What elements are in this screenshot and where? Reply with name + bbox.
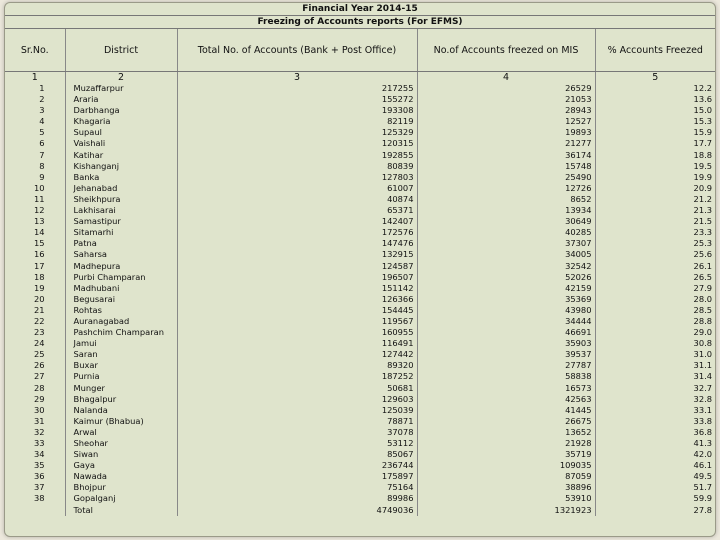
row-freezed-accounts: 46691	[417, 327, 595, 338]
row-percent-freezed: 19.9	[693, 171, 713, 182]
row-district: Sheohar	[65, 438, 177, 449]
row-total-accounts: 89320	[177, 360, 417, 371]
row-district: Samastipur	[65, 216, 177, 227]
table-row	[5, 216, 715, 227]
row-sr-no: 25	[5, 349, 65, 360]
row-total-accounts: 193308	[177, 105, 417, 116]
table-row	[5, 371, 715, 382]
col-number: 5	[652, 72, 659, 83]
row-freezed-accounts: 19893	[417, 127, 595, 138]
table-row	[5, 272, 715, 283]
row-freezed-accounts: 40285	[417, 227, 595, 238]
row-total-accounts: 192855	[177, 150, 417, 161]
table-row	[5, 416, 715, 427]
table-row	[5, 338, 715, 349]
row-district: Patna	[65, 238, 177, 249]
title-financial-year: Financial Year 2014-15	[5, 3, 715, 16]
row-district: Vaishali	[65, 138, 177, 149]
table-row	[5, 205, 715, 216]
row-district: Madhubani	[65, 283, 177, 294]
row-percent-freezed: 33.1	[693, 404, 713, 415]
row-percent-freezed: 41.3	[693, 438, 713, 448]
spreadsheet	[4, 2, 716, 537]
row-sr-no: 9	[5, 172, 65, 183]
row-percent-freezed: 30.8	[693, 338, 713, 349]
row-freezed-accounts: 21928	[417, 438, 595, 449]
row-percent-freezed: 32.8	[693, 393, 713, 404]
title-report: Freezing of Accounts reports (For EFMS)	[5, 16, 715, 29]
row-freezed-accounts: 16573	[417, 383, 595, 394]
table-row	[5, 405, 715, 416]
row-percent-freezed: 49.5	[693, 471, 713, 482]
row-sr-no: 13	[5, 216, 65, 227]
row-sr-no: 38	[5, 493, 65, 504]
table-row	[5, 183, 715, 194]
row-freezed-accounts: 37307	[417, 238, 595, 249]
row-percent-freezed: 25.3	[693, 238, 713, 249]
row-sr-no: 33	[5, 438, 65, 449]
row-total-accounts: 124587	[177, 261, 417, 272]
row-district: Gopalganj	[65, 493, 177, 504]
row-freezed-accounts: 34444	[417, 316, 595, 327]
row-freezed-accounts: 21053	[417, 94, 595, 105]
row-sr-no: 7	[5, 150, 65, 161]
table-row	[5, 116, 715, 127]
table-row	[5, 438, 715, 449]
table-row	[5, 238, 715, 249]
row-freezed-accounts: 35719	[417, 449, 595, 460]
table-row	[5, 294, 715, 305]
row-percent-freezed: 31.4	[693, 371, 713, 382]
row-freezed-accounts: 41445	[417, 405, 595, 416]
row-total-accounts: 85067	[177, 449, 417, 460]
row-district: Purnia	[65, 371, 177, 382]
row-sr-no: 6	[5, 138, 65, 149]
row-sr-no: 16	[5, 249, 65, 260]
row-sr-no: 20	[5, 294, 65, 305]
row-total-accounts: 80839	[177, 161, 417, 172]
row-sr-no: 28	[5, 383, 65, 394]
row-total-accounts: 119567	[177, 316, 417, 327]
table-row	[5, 482, 715, 493]
row-sr-no: 24	[5, 338, 65, 349]
row-sr-no: 12	[5, 205, 65, 216]
row-total-accounts: 116491	[177, 338, 417, 349]
row-freezed-accounts: 12527	[417, 116, 595, 127]
row-freezed-accounts: 8652	[417, 194, 595, 205]
row-district: Kaimur (Bhabua)	[65, 416, 177, 427]
row-total-accounts: 142407	[177, 216, 417, 227]
row-total-accounts: 75164	[177, 482, 417, 493]
row-percent-freezed: 31.0	[693, 349, 713, 360]
row-district: Kishanganj	[65, 161, 177, 172]
row-total-accounts: 147476	[177, 238, 417, 249]
row-district: Saran	[65, 349, 177, 360]
row-sr-no: 30	[5, 405, 65, 416]
row-percent-freezed: 15.3	[693, 116, 713, 127]
row-total-accounts: 132915	[177, 249, 417, 260]
row-freezed-accounts: 38896	[417, 482, 595, 493]
row-total-accounts: 126366	[177, 294, 417, 305]
row-freezed-accounts: 109035	[417, 460, 595, 471]
row-sr-no: 18	[5, 272, 65, 283]
col-number: 2	[65, 72, 177, 84]
row-freezed-accounts: 53910	[417, 493, 595, 504]
row-total-accounts: 127803	[177, 172, 417, 183]
col-number: 1	[5, 72, 65, 84]
total-sr	[5, 505, 65, 516]
row-total-accounts: 50681	[177, 383, 417, 394]
row-freezed-accounts: 39537	[417, 349, 595, 360]
row-total-accounts: 236744	[177, 460, 417, 471]
row-percent-freezed: 28.5	[693, 304, 713, 315]
row-total-accounts: 154445	[177, 305, 417, 316]
row-percent-freezed: 23.3	[693, 227, 713, 238]
row-total-accounts: 175897	[177, 471, 417, 482]
row-sr-no: 21	[5, 305, 65, 316]
row-sr-no: 26	[5, 360, 65, 371]
table-row	[5, 127, 715, 138]
table-row	[5, 172, 715, 183]
row-total-accounts: 217255	[177, 83, 417, 94]
row-percent-freezed: 33.8	[693, 415, 713, 426]
row-district: Jehanabad	[65, 183, 177, 194]
row-percent-freezed: 59.9	[693, 493, 713, 504]
header-district: District	[65, 29, 177, 72]
row-sr-no: 8	[5, 161, 65, 172]
row-percent-freezed: 21.2	[693, 193, 713, 204]
row-district: Khagaria	[65, 116, 177, 127]
row-sr-no: 4	[5, 116, 65, 127]
row-total-accounts: 78871	[177, 416, 417, 427]
row-total-accounts: 65371	[177, 205, 417, 216]
row-freezed-accounts: 32542	[417, 261, 595, 272]
row-freezed-accounts: 25490	[417, 172, 595, 183]
row-district: Supaul	[65, 127, 177, 138]
row-total-accounts: 160955	[177, 327, 417, 338]
row-sr-no: 37	[5, 482, 65, 493]
row-percent-freezed: 21.3	[693, 205, 713, 216]
table-row	[5, 460, 715, 471]
header-percent-freezed: % Accounts Freezed	[595, 29, 715, 72]
row-percent-freezed: 28.8	[693, 315, 713, 326]
row-sr-no: 19	[5, 283, 65, 294]
row-percent-freezed: 27.9	[693, 282, 713, 293]
header-sr-no: Sr.No.	[5, 29, 65, 72]
row-percent-freezed: 17.7	[693, 138, 713, 149]
table-row	[5, 427, 715, 438]
row-sr-no: 14	[5, 227, 65, 238]
table-row	[5, 493, 715, 504]
row-freezed-accounts: 26675	[417, 416, 595, 427]
row-total-accounts: 129603	[177, 394, 417, 405]
table-row	[5, 138, 715, 149]
row-total-accounts: 61007	[177, 183, 417, 194]
header-accounts-freezed: No.of Accounts freezed on MIS	[417, 29, 595, 72]
table-row	[5, 383, 715, 394]
row-district: Buxar	[65, 360, 177, 371]
row-percent-freezed: 42.0	[693, 449, 713, 460]
row-sr-no: 11	[5, 194, 65, 205]
row-district: Madhepura	[65, 261, 177, 272]
row-freezed-accounts: 35903	[417, 338, 595, 349]
row-district: Pashchim Champaran	[65, 327, 177, 338]
row-district: Siwan	[65, 449, 177, 460]
row-percent-freezed: 26.5	[693, 271, 713, 282]
row-freezed-accounts: 87059	[417, 471, 595, 482]
row-total-accounts: 53112	[177, 438, 417, 449]
row-total-accounts: 151142	[177, 283, 417, 294]
accounts-table	[5, 3, 715, 516]
table-row	[5, 449, 715, 460]
row-district: Nawada	[65, 471, 177, 482]
col-number: 4	[417, 72, 595, 84]
row-percent-freezed: 13.6	[693, 94, 713, 105]
row-freezed-accounts: 28943	[417, 105, 595, 116]
row-district: Lakhisarai	[65, 205, 177, 216]
row-district: Auranagabad	[65, 316, 177, 327]
row-total-accounts: 172576	[177, 227, 417, 238]
row-total-accounts: 89986	[177, 493, 417, 504]
row-percent-freezed: 28.0	[693, 293, 713, 304]
row-percent-freezed: 21.5	[693, 216, 713, 227]
row-total-accounts: 125329	[177, 127, 417, 138]
row-sr-no: 17	[5, 261, 65, 272]
row-district: Sitamarhi	[65, 227, 177, 238]
row-district: Bhagalpur	[65, 394, 177, 405]
row-sr-no: 36	[5, 471, 65, 482]
row-sr-no: 1	[5, 83, 65, 94]
row-freezed-accounts: 42159	[417, 283, 595, 294]
row-sr-no: 32	[5, 427, 65, 438]
row-sr-no: 5	[5, 127, 65, 138]
row-sr-no: 22	[5, 316, 65, 327]
table-row	[5, 161, 715, 172]
row-percent-freezed: 26.1	[693, 260, 713, 271]
row-district: Muzaffarpur	[65, 83, 177, 94]
row-district: Arwal	[65, 427, 177, 438]
total-percent: 27.8	[693, 504, 713, 515]
row-district: Banka	[65, 172, 177, 183]
row-total-accounts: 155272	[177, 94, 417, 105]
row-percent-freezed: 32.7	[693, 382, 713, 393]
table-row	[5, 349, 715, 360]
table-row	[5, 316, 715, 327]
row-district: Rohtas	[65, 305, 177, 316]
row-sr-no: 23	[5, 327, 65, 338]
row-freezed-accounts: 30649	[417, 216, 595, 227]
row-district: Purbi Champaran	[65, 272, 177, 283]
table-row	[5, 394, 715, 405]
row-total-accounts: 40874	[177, 194, 417, 205]
row-percent-freezed: 31.1	[693, 360, 713, 371]
row-total-accounts: 37078	[177, 427, 417, 438]
row-district: Jamui	[65, 338, 177, 349]
row-total-accounts: 196507	[177, 272, 417, 283]
row-sr-no: 35	[5, 460, 65, 471]
row-percent-freezed: 12.2	[693, 83, 713, 93]
table-row	[5, 305, 715, 316]
row-district: Sheikhpura	[65, 194, 177, 205]
row-percent-freezed: 25.6	[693, 249, 713, 260]
row-district: Araria	[65, 94, 177, 105]
table-row	[5, 150, 715, 161]
row-freezed-accounts: 21277	[417, 138, 595, 149]
row-district: Nalanda	[65, 405, 177, 416]
total-freezed: 1321923	[417, 505, 595, 516]
row-percent-freezed: 46.1	[693, 460, 713, 471]
total-accounts: 4749036	[177, 505, 417, 516]
row-freezed-accounts: 13652	[417, 427, 595, 438]
row-percent-freezed: 51.7	[693, 482, 713, 493]
row-percent-freezed: 20.9	[693, 182, 713, 193]
row-total-accounts: 127442	[177, 349, 417, 360]
row-sr-no: 3	[5, 105, 65, 116]
table-row	[5, 94, 715, 105]
row-sr-no: 29	[5, 394, 65, 405]
header-total-accounts: Total No. of Accounts (Bank + Post Office)	[177, 29, 417, 72]
row-district: Saharsa	[65, 249, 177, 260]
row-percent-freezed: 18.8	[693, 149, 713, 160]
row-freezed-accounts: 13934	[417, 205, 595, 216]
row-district: Darbhanga	[65, 105, 177, 116]
row-district: Bhojpur	[65, 482, 177, 493]
row-sr-no: 31	[5, 416, 65, 427]
row-freezed-accounts: 36174	[417, 150, 595, 161]
row-freezed-accounts: 34005	[417, 249, 595, 260]
row-freezed-accounts: 42563	[417, 394, 595, 405]
row-freezed-accounts: 26529	[417, 83, 595, 94]
table-row	[5, 360, 715, 371]
table-row	[5, 327, 715, 338]
table-row	[5, 105, 715, 116]
row-freezed-accounts: 27787	[417, 360, 595, 371]
row-total-accounts: 187252	[177, 371, 417, 382]
row-freezed-accounts: 52026	[417, 272, 595, 283]
row-district: Katihar	[65, 150, 177, 161]
total-label: Total	[65, 505, 177, 516]
row-percent-freezed: 36.8	[693, 426, 713, 437]
table-row	[5, 249, 715, 260]
table-body	[5, 83, 715, 505]
row-total-accounts: 125039	[177, 405, 417, 416]
table-row	[5, 227, 715, 238]
row-percent-freezed: 15.9	[693, 127, 713, 138]
row-total-accounts: 82119	[177, 116, 417, 127]
row-sr-no: 34	[5, 449, 65, 460]
row-percent-freezed: 29.0	[693, 327, 713, 338]
row-total-accounts: 120315	[177, 138, 417, 149]
row-percent-freezed: 19.5	[693, 160, 713, 171]
row-freezed-accounts: 35369	[417, 294, 595, 305]
row-sr-no: 27	[5, 371, 65, 382]
row-sr-no: 10	[5, 183, 65, 194]
row-percent-freezed: 15.0	[693, 105, 713, 116]
row-freezed-accounts: 58838	[417, 371, 595, 382]
table-row	[5, 261, 715, 272]
col-number: 3	[177, 72, 417, 84]
table-row	[5, 194, 715, 205]
row-district: Munger	[65, 383, 177, 394]
row-district: Gaya	[65, 460, 177, 471]
row-freezed-accounts: 43980	[417, 305, 595, 316]
row-sr-no: 15	[5, 238, 65, 249]
row-district: Begusarai	[65, 294, 177, 305]
table-row	[5, 83, 715, 94]
table-row	[5, 471, 715, 482]
row-sr-no: 2	[5, 94, 65, 105]
row-freezed-accounts: 15748	[417, 161, 595, 172]
table-row	[5, 283, 715, 294]
row-freezed-accounts: 12726	[417, 183, 595, 194]
